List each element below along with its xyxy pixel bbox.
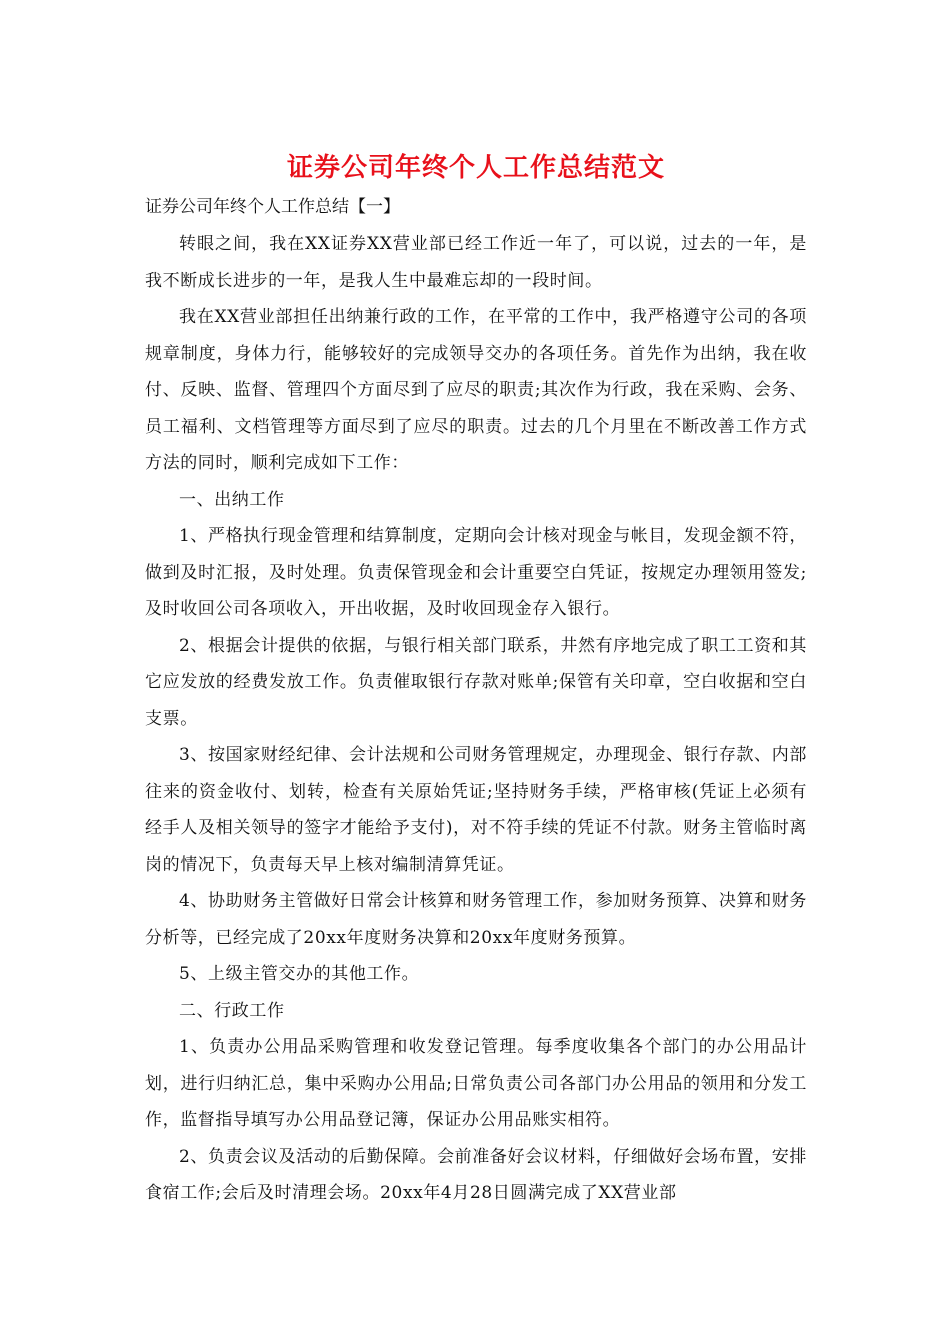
heading-cashier-work: 一、出纳工作: [179, 489, 285, 510]
document-page: [145, 150, 807, 1212]
paragraph-cashier-5: 5、上级主管交办的其他工作。: [179, 964, 420, 984]
paragraph-cashier-2: 2、根据会计提供的依据，与银行相关部门联系，井然有序地完成了职工工资和其它应发放的经费发放工作。负责催取银行存款对账单;保管有关印章，空白收据和空白支票。: [145, 635, 807, 729]
paragraph-cashier-4: 4、协助财务主管做好日常会计核算和财务管理工作，参加财务预算、决算和财务分析等，已经完成了20xx年度财务决算和20xx年度财务预算。: [145, 891, 807, 948]
paragraph-intro: 转眼之间，我在XX证券XX营业部已经工作近一年了，可以说，过去的一年，是我不断成长进步的一年，是我人生中最难忘却的一段时间。: [145, 234, 807, 291]
document-title: 证券公司年终个人工作总结范文: [286, 153, 665, 183]
paragraph-admin-1: 1、负责办公用品采购管理和收发登记管理。每季度收集各个部门的办公用品计划，进行归纳汇总，集中采购办公用品;日常负责公司各部门办公用品的领用和分发工作，监督指导填写办公用品登记簿，保证办公用品账实相符。: [145, 1037, 807, 1130]
paragraph-cashier-1: 1、严格执行现金管理和结算制度，定期向会计核对现金与帐目，发现金额不符，做到及时汇报，及时处理。负责保管现金和会计重要空白凭证，按规定办理领用签发;及时收回公司各项收入，开出收据，及时收回现金存入银行。: [145, 526, 807, 619]
paragraph-admin-2: 2、负责会议及活动的后勤保障。会前准备好会议材料，仔细做好会场布置，安排食宿工作;会后及时清理会场。20xx年4月28日圆满完成了XX营业部: [145, 1146, 807, 1203]
section-subtitle: 证券公司年终个人工作总结【一】: [145, 197, 400, 217]
heading-admin-work: 二、行政工作: [179, 1000, 285, 1021]
paragraph-cashier-3: 3、按国家财经纪律、会计法规和公司财务管理规定，办理现金、银行存款、内部往来的资金收付、划转，检查有关原始凭证;坚持财务手续，严格审核(凭证上必须有经手人及相关领导的签字才能给予支付)，对不符手续的凭证不付款。财务主管临时离岗的情况下，负责每天早上核对编制清算凭证。: [145, 745, 807, 875]
paragraph-role: 我在XX营业部担任出纳兼行政的工作，在平常的工作中，我严格遵守公司的各项规章制度，身体力行，能够较好的完成领导交办的各项任务。首先作为出纳，我在收付、反映、监督、管理四个方面尽到了应尽的职责;其次作为行政，我在采购、会务、员工福利、文档管理等方面尽到了应尽的职责。过去的几个月里在不断改善工作方式方法的同时，顺利完成如下工作：: [145, 307, 807, 473]
